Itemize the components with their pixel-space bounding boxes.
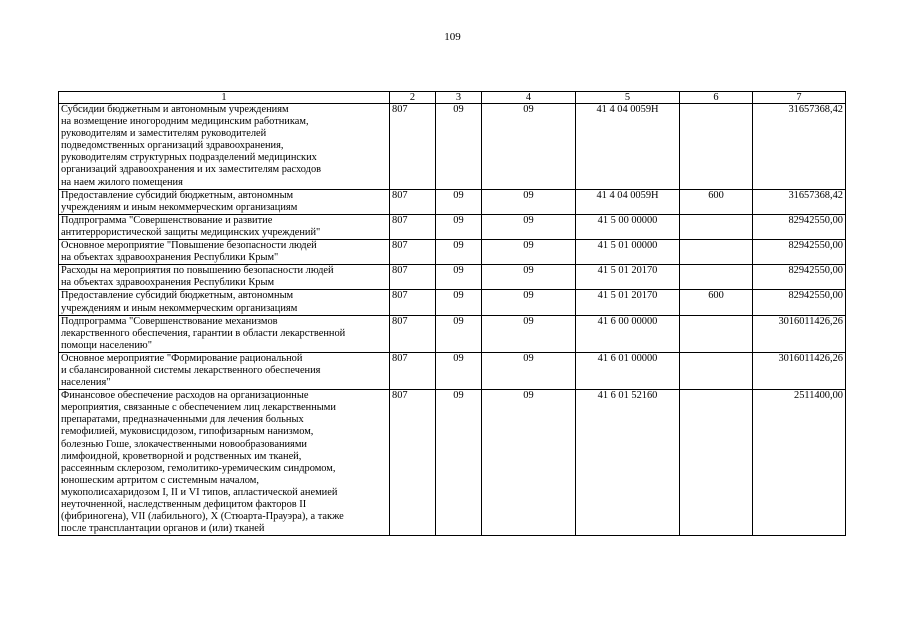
gov-code-cell: 807 [390,352,436,389]
table-row [59,240,846,265]
target-article-cell: 41 5 01 00000 [576,240,680,265]
subsection-cell: 09 [482,390,576,536]
amount-cell: 3016011426,26 [753,352,846,389]
gov-code-cell: 807 [390,189,436,214]
subsection-cell: 09 [482,214,576,239]
amount-cell: 82942550,00 [753,290,846,315]
table-row [59,315,846,352]
row-description: Предоставление субсидий бюджетным, автономным учреждениям и иным некоммерческим организациям [59,189,390,214]
gov-code-cell: 807 [390,290,436,315]
amount-cell: 31657368,42 [753,189,846,214]
budget-table [58,91,846,536]
gov-code-cell: 807 [390,390,436,536]
amount-cell: 3016011426,26 [753,315,846,352]
subsection-cell: 09 [482,104,576,190]
expense-type-cell [680,214,753,239]
section-cell: 09 [436,214,482,239]
subsection-cell: 09 [482,352,576,389]
amount-cell: 2511400,00 [753,390,846,536]
table-row [59,390,846,536]
table-row [59,189,846,214]
subsection-cell: 09 [482,189,576,214]
table-row [59,214,846,239]
gov-code-cell: 807 [390,315,436,352]
column-header: 1 [59,92,390,104]
table-row [59,290,846,315]
section-cell: 09 [436,104,482,190]
target-article-cell: 41 6 01 00000 [576,352,680,389]
table-header-row [59,92,846,104]
amount-cell: 82942550,00 [753,214,846,239]
column-header: 2 [390,92,436,104]
target-article-cell: 41 4 04 0059Н [576,104,680,190]
section-cell: 09 [436,390,482,536]
column-header: 3 [436,92,482,104]
table-row [59,352,846,389]
gov-code-cell: 807 [390,265,436,290]
target-article-cell: 41 5 01 20170 [576,265,680,290]
row-description: Основное мероприятие "Формирование рациональной и сбалансированной системы лекарственного обеспечения населения" [59,352,390,389]
row-description: Подпрограмма "Совершенствование механизмов лекарственного обеспечения, гарантии в области лекарственной помощи населению" [59,315,390,352]
expense-type-cell [680,315,753,352]
expense-type-cell [680,390,753,536]
section-cell: 09 [436,290,482,315]
target-article-cell: 41 6 01 52160 [576,390,680,536]
column-header: 4 [482,92,576,104]
row-description: Расходы на мероприятия по повышению безопасности людей на объектах здравоохранения Республики Крым [59,265,390,290]
target-article-cell: 41 5 01 20170 [576,290,680,315]
expense-type-cell [680,240,753,265]
subsection-cell: 09 [482,290,576,315]
section-cell: 09 [436,265,482,290]
row-description: Субсидии бюджетным и автономным учреждениям на возмещение иногородним медицинским работникам, руководителям и заместителям руководителей подведомственных организаций здравоохранения, руководителям структурных подразделений медицинских организаций здравоохранения и их заместителям расходов на наем жилого помещения [59,104,390,190]
expense-type-cell [680,352,753,389]
amount-cell: 82942550,00 [753,240,846,265]
column-header: 6 [680,92,753,104]
row-description: Подпрограмма "Совершенствование и развитие антитеррористической защиты медицинских учреждений" [59,214,390,239]
gov-code-cell: 807 [390,104,436,190]
table-row [59,104,846,190]
row-description: Основное мероприятие "Повышение безопасности людей на объектах здравоохранения Республики Крым" [59,240,390,265]
page-number: 109 [444,31,461,43]
row-description: Предоставление субсидий бюджетным, автономным учреждениям и иным некоммерческим организациям [59,290,390,315]
expense-type-cell [680,104,753,190]
column-header: 7 [753,92,846,104]
subsection-cell: 09 [482,315,576,352]
subsection-cell: 09 [482,240,576,265]
expense-type-cell: 600 [680,189,753,214]
expense-type-cell: 600 [680,290,753,315]
table-row [59,265,846,290]
row-description: Финансовое обеспечение расходов на организационные мероприятия, связанные с обеспечением лиц лекарственными препаратами, предназначенными для лечения больных гемофилией, муковисцидозом, гипофизарным нанизмом, болезнью Гоше, злокачественными новообразованиями лимфоидной, кроветворной и родственных им тканей, рассеянным склерозом, гемолитико-уремическим синдромом, юношеским артритом с системным началом, мукополисахаридозом I, II и VI типов, апластической анемией неуточненной, наследственным дефицитом факторов II (фибриногена), VII (лабильного), X (Стюарта-Прауэра), а также после трансплантации органов и (или) тканей [59,390,390,536]
table-body [59,104,846,536]
target-article-cell: 41 4 04 0059Н [576,189,680,214]
subsection-cell: 09 [482,265,576,290]
target-article-cell: 41 6 00 00000 [576,315,680,352]
target-article-cell: 41 5 00 00000 [576,214,680,239]
amount-cell: 82942550,00 [753,265,846,290]
section-cell: 09 [436,352,482,389]
section-cell: 09 [436,240,482,265]
amount-cell: 31657368,42 [753,104,846,190]
column-header: 5 [576,92,680,104]
gov-code-cell: 807 [390,240,436,265]
expense-type-cell [680,265,753,290]
gov-code-cell: 807 [390,214,436,239]
section-cell: 09 [436,315,482,352]
section-cell: 09 [436,189,482,214]
